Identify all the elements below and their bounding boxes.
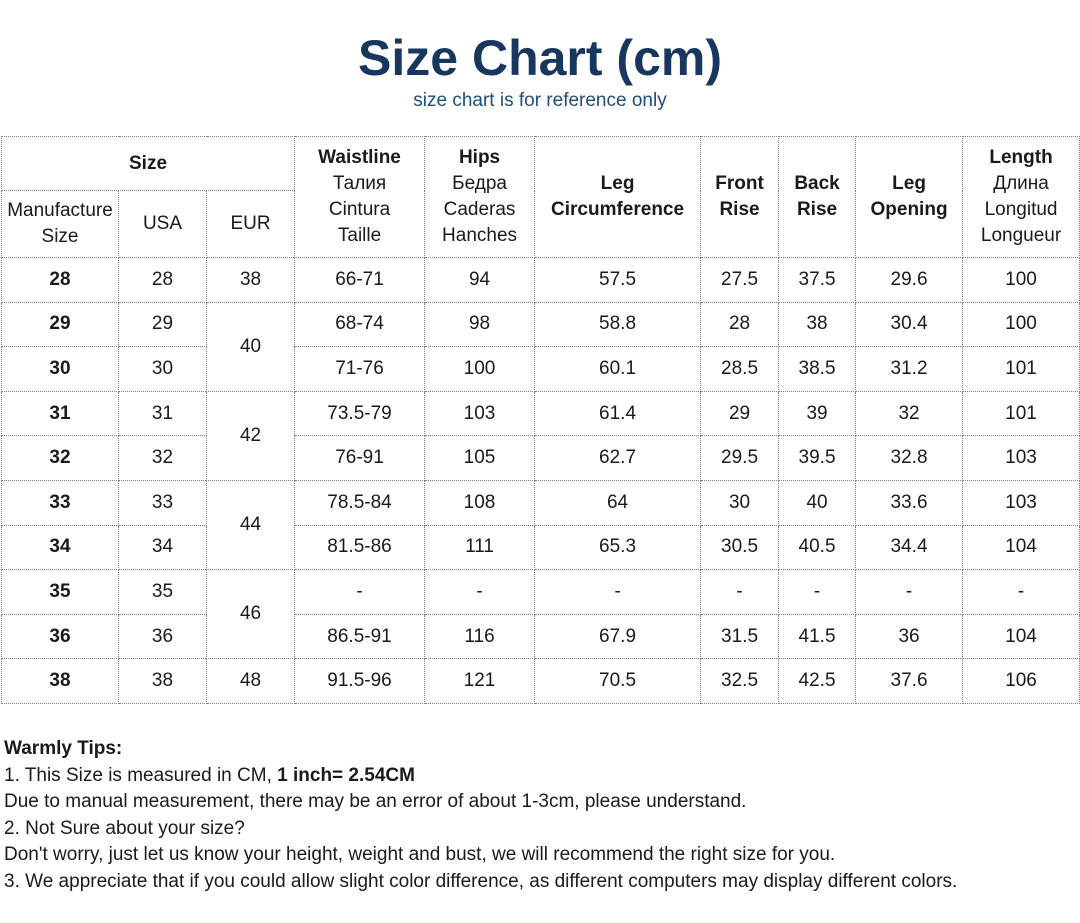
size-cell: 35 bbox=[2, 570, 119, 615]
table-row bbox=[2, 614, 1080, 659]
table-row bbox=[2, 659, 1080, 704]
usa-cell: 35 bbox=[119, 570, 207, 615]
page-subtitle: size chart is for reference only bbox=[413, 90, 667, 111]
length-cell: 104 bbox=[963, 525, 1080, 570]
hips-cell: 100 bbox=[425, 347, 535, 392]
waistline-cell: 81.5-86 bbox=[295, 525, 425, 570]
front-rise-cell: 31.5 bbox=[701, 614, 779, 659]
header-leg-opening: Leg Opening bbox=[856, 137, 963, 258]
leg-opening-cell: 33.6 bbox=[856, 480, 963, 525]
leg-opening-cell: 29.6 bbox=[856, 258, 963, 303]
eur-cell: 38 bbox=[207, 258, 295, 303]
leg-circumference-cell: 58.8 bbox=[535, 302, 701, 347]
front-rise-cell: 30.5 bbox=[701, 525, 779, 570]
usa-cell: 33 bbox=[119, 480, 207, 525]
table-row bbox=[2, 570, 1080, 615]
usa-cell: 38 bbox=[119, 659, 207, 704]
back-rise-cell: - bbox=[779, 570, 856, 615]
back-rise-cell: 38 bbox=[779, 302, 856, 347]
leg-circumference-cell: 65.3 bbox=[535, 525, 701, 570]
header-front-rise: Front Rise bbox=[701, 137, 779, 258]
front-rise-cell: - bbox=[701, 570, 779, 615]
tip-line-1 bbox=[4, 763, 1074, 790]
tip-line-4: Don't worry, just let us know your height, weight and bust, we will recommend the right size for you. bbox=[4, 844, 836, 865]
usa-cell: 30 bbox=[119, 347, 207, 392]
page-title: Size Chart (cm) bbox=[358, 30, 722, 86]
front-rise-cell: 29.5 bbox=[701, 436, 779, 481]
header-back-rise: Back Rise bbox=[779, 137, 856, 258]
tip-line-2: Due to manual measurement, there may be an error of about 1-3cm, please understand. bbox=[4, 791, 747, 812]
tips-title: Warmly Tips: bbox=[4, 738, 123, 759]
table-row bbox=[2, 525, 1080, 570]
leg-opening-cell: - bbox=[856, 570, 963, 615]
table-row bbox=[2, 258, 1080, 303]
back-rise-cell: 40.5 bbox=[779, 525, 856, 570]
leg-circumference-cell: 64 bbox=[535, 480, 701, 525]
size-cell: 38 bbox=[2, 659, 119, 704]
hips-cell: 103 bbox=[425, 391, 535, 436]
hips-cell: 108 bbox=[425, 480, 535, 525]
length-cell: 103 bbox=[963, 480, 1080, 525]
back-rise-cell: 42.5 bbox=[779, 659, 856, 704]
leg-opening-cell: 31.2 bbox=[856, 347, 963, 392]
tip-line-1-text: 1. This Size is measured in CM, bbox=[4, 764, 278, 786]
leg-circumference-cell: 62.7 bbox=[535, 436, 701, 481]
size-cell: 32 bbox=[2, 436, 119, 481]
length-cell: 101 bbox=[963, 347, 1080, 392]
usa-cell: 36 bbox=[119, 614, 207, 659]
waistline-cell: 73.5-79 bbox=[295, 391, 425, 436]
waistline-cell: 76-91 bbox=[295, 436, 425, 481]
front-rise-cell: 32.5 bbox=[701, 659, 779, 704]
length-cell: 101 bbox=[963, 391, 1080, 436]
leg-opening-cell: 37.6 bbox=[856, 659, 963, 704]
leg-circumference-cell: 57.5 bbox=[535, 258, 701, 303]
header-usa: USA bbox=[119, 191, 207, 258]
table-row bbox=[2, 391, 1080, 436]
usa-cell: 28 bbox=[119, 258, 207, 303]
tip-inch-conversion: 1 inch= 2.54CM bbox=[277, 764, 415, 786]
leg-circumference-cell: - bbox=[535, 570, 701, 615]
header bbox=[0, 0, 1080, 136]
header-eur: EUR bbox=[207, 191, 295, 258]
length-cell: 103 bbox=[963, 436, 1080, 481]
size-cell: 30 bbox=[2, 347, 119, 392]
table-row bbox=[2, 436, 1080, 481]
size-cell: 33 bbox=[2, 480, 119, 525]
waistline-cell: 71-76 bbox=[295, 347, 425, 392]
size-cell: 31 bbox=[2, 391, 119, 436]
size-cell: 29 bbox=[2, 302, 119, 347]
hips-cell: 121 bbox=[425, 659, 535, 704]
usa-cell: 29 bbox=[119, 302, 207, 347]
front-rise-cell: 29 bbox=[701, 391, 779, 436]
waistline-cell: 68-74 bbox=[295, 302, 425, 347]
back-rise-cell: 41.5 bbox=[779, 614, 856, 659]
eur-cell: 46 bbox=[207, 570, 295, 659]
leg-opening-cell: 30.4 bbox=[856, 302, 963, 347]
header-length: Length Длина Longitud Longueur bbox=[963, 137, 1080, 258]
length-cell: 100 bbox=[963, 258, 1080, 303]
waistline-cell: 66-71 bbox=[295, 258, 425, 303]
leg-opening-cell: 32 bbox=[856, 391, 963, 436]
front-rise-cell: 28.5 bbox=[701, 347, 779, 392]
header-leg-circumference: Leg Circumference bbox=[535, 137, 701, 258]
back-rise-cell: 38.5 bbox=[779, 347, 856, 392]
header-hips: Hips Бедра Caderas Hanches bbox=[425, 137, 535, 258]
usa-cell: 31 bbox=[119, 391, 207, 436]
front-rise-cell: 30 bbox=[701, 480, 779, 525]
back-rise-cell: 39 bbox=[779, 391, 856, 436]
length-cell: 100 bbox=[963, 302, 1080, 347]
header-manufacture-size: Manufacture Size bbox=[2, 191, 119, 258]
hips-cell: 116 bbox=[425, 614, 535, 659]
waistline-cell: - bbox=[295, 570, 425, 615]
size-cell: 28 bbox=[2, 258, 119, 303]
size-cell: 34 bbox=[2, 525, 119, 570]
hips-cell: 111 bbox=[425, 525, 535, 570]
leg-opening-cell: 34.4 bbox=[856, 525, 963, 570]
leg-opening-cell: 32.8 bbox=[856, 436, 963, 481]
leg-circumference-cell: 61.4 bbox=[535, 391, 701, 436]
eur-cell: 40 bbox=[207, 302, 295, 391]
leg-circumference-cell: 60.1 bbox=[535, 347, 701, 392]
length-cell: - bbox=[963, 570, 1080, 615]
usa-cell: 34 bbox=[119, 525, 207, 570]
hips-cell: 94 bbox=[425, 258, 535, 303]
leg-circumference-cell: 70.5 bbox=[535, 659, 701, 704]
back-rise-cell: 37.5 bbox=[779, 258, 856, 303]
table-row bbox=[2, 347, 1080, 392]
waistline-cell: 78.5-84 bbox=[295, 480, 425, 525]
length-cell: 104 bbox=[963, 614, 1080, 659]
size-cell: 36 bbox=[2, 614, 119, 659]
back-rise-cell: 39.5 bbox=[779, 436, 856, 481]
table-row bbox=[2, 480, 1080, 525]
leg-opening-cell: 36 bbox=[856, 614, 963, 659]
length-cell: 106 bbox=[963, 659, 1080, 704]
tips-section bbox=[4, 736, 1074, 895]
size-chart-table bbox=[1, 136, 1080, 704]
table-row bbox=[2, 302, 1080, 347]
header-waistline: Waistline Талия Cintura Taille bbox=[295, 137, 425, 258]
hips-cell: 98 bbox=[425, 302, 535, 347]
eur-cell: 44 bbox=[207, 480, 295, 569]
waistline-cell: 91.5-96 bbox=[295, 659, 425, 704]
eur-cell: 48 bbox=[207, 659, 295, 704]
usa-cell: 32 bbox=[119, 436, 207, 481]
front-rise-cell: 27.5 bbox=[701, 258, 779, 303]
tip-line-3: 2. Not Sure about your size? bbox=[4, 817, 245, 839]
tip-line-5: 3. We appreciate that if you could allow slight color difference, as different computers may display different colors. bbox=[4, 870, 958, 892]
hips-cell: 105 bbox=[425, 436, 535, 481]
leg-circumference-cell: 67.9 bbox=[535, 614, 701, 659]
hips-cell: - bbox=[425, 570, 535, 615]
header-size-group: Size bbox=[2, 137, 295, 191]
front-rise-cell: 28 bbox=[701, 302, 779, 347]
waistline-cell: 86.5-91 bbox=[295, 614, 425, 659]
back-rise-cell: 40 bbox=[779, 480, 856, 525]
eur-cell: 42 bbox=[207, 391, 295, 480]
